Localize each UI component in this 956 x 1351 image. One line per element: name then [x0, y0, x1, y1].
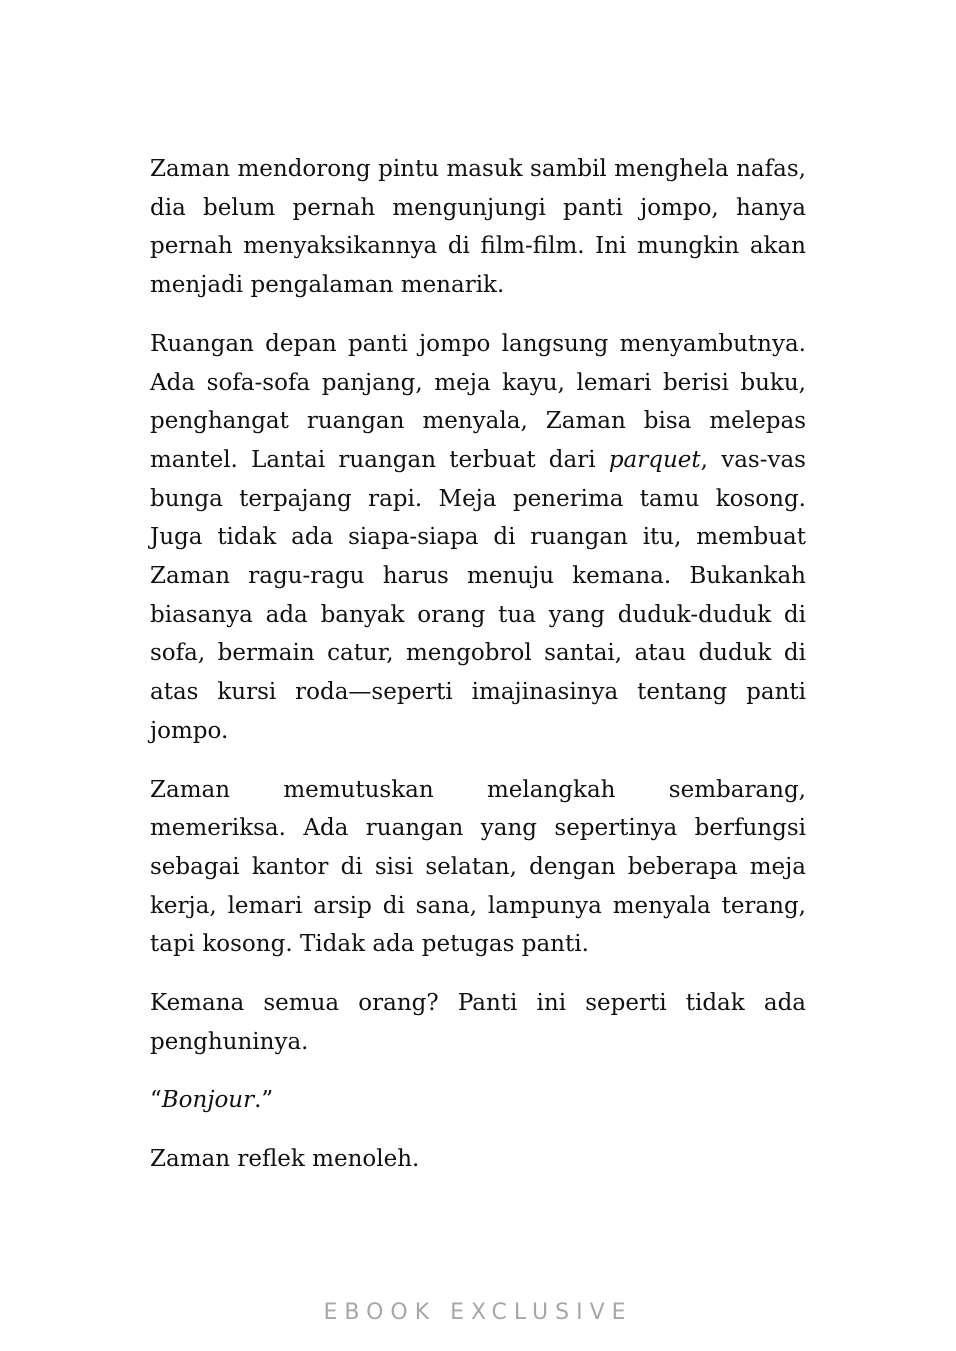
- paragraph-2: [150, 325, 806, 751]
- paragraph-4: Kemana semua orang? Panti ini seperti tidak ada penghuninya.: [150, 990, 806, 1055]
- paragraph-3: Zaman memutuskan melangkah sembarang, memeriksa. Ada ruangan yang sepertinya berfungsi sebagai kantor di sisi selatan, dengan beberapa meja kerja, lemari arsip di sana, lampunya menyala terang, tapi kosong. Tidak ada petugas panti.: [150, 776, 806, 958]
- paragraph-2-text-b: , vas-vas bunga terpajang rapi. Meja penerima tamu kosong. Juga tidak ada siapa-siapa di ruangan itu, membuat Zaman ragu-ragu harus menuju kemana. Bukankah biasanya ada banyak orang tua yang duduk-duduk di sofa, bermain catur, mengobrol santai, atau duduk di atas kursi roda—seperti imajinasinya tentang panti jompo.: [150, 446, 806, 744]
- dialogue-open-quote: “: [150, 1087, 162, 1114]
- dialogue-close-quote: .”: [254, 1087, 274, 1114]
- document-body: [150, 150, 806, 1199]
- paragraph-2-italic-term: parquet: [608, 446, 701, 473]
- dialogue-italic-word: Bonjour: [161, 1087, 255, 1114]
- dialogue-bonjour: [150, 1081, 806, 1120]
- paragraph-2-text-a: Ruangan depan panti jompo langsung menyambutnya. Ada sofa-sofa panjang, meja kayu, lemari berisi buku, penghangat ruangan menyala, Zaman bisa melepas mantel. Lantai ruangan terbuat dari: [150, 330, 806, 473]
- paragraph-1: Zaman mendorong pintu masuk sambil menghela nafas, dia belum pernah mengunjungi panti jompo, hanya pernah menyaksikannya di film-film. Ini mungkin akan menjadi pengalaman menarik.: [150, 156, 806, 299]
- paragraph-6: Zaman reflek menoleh.: [150, 1146, 420, 1173]
- footer-watermark: EBOOK EXCLUSIVE: [323, 1300, 633, 1325]
